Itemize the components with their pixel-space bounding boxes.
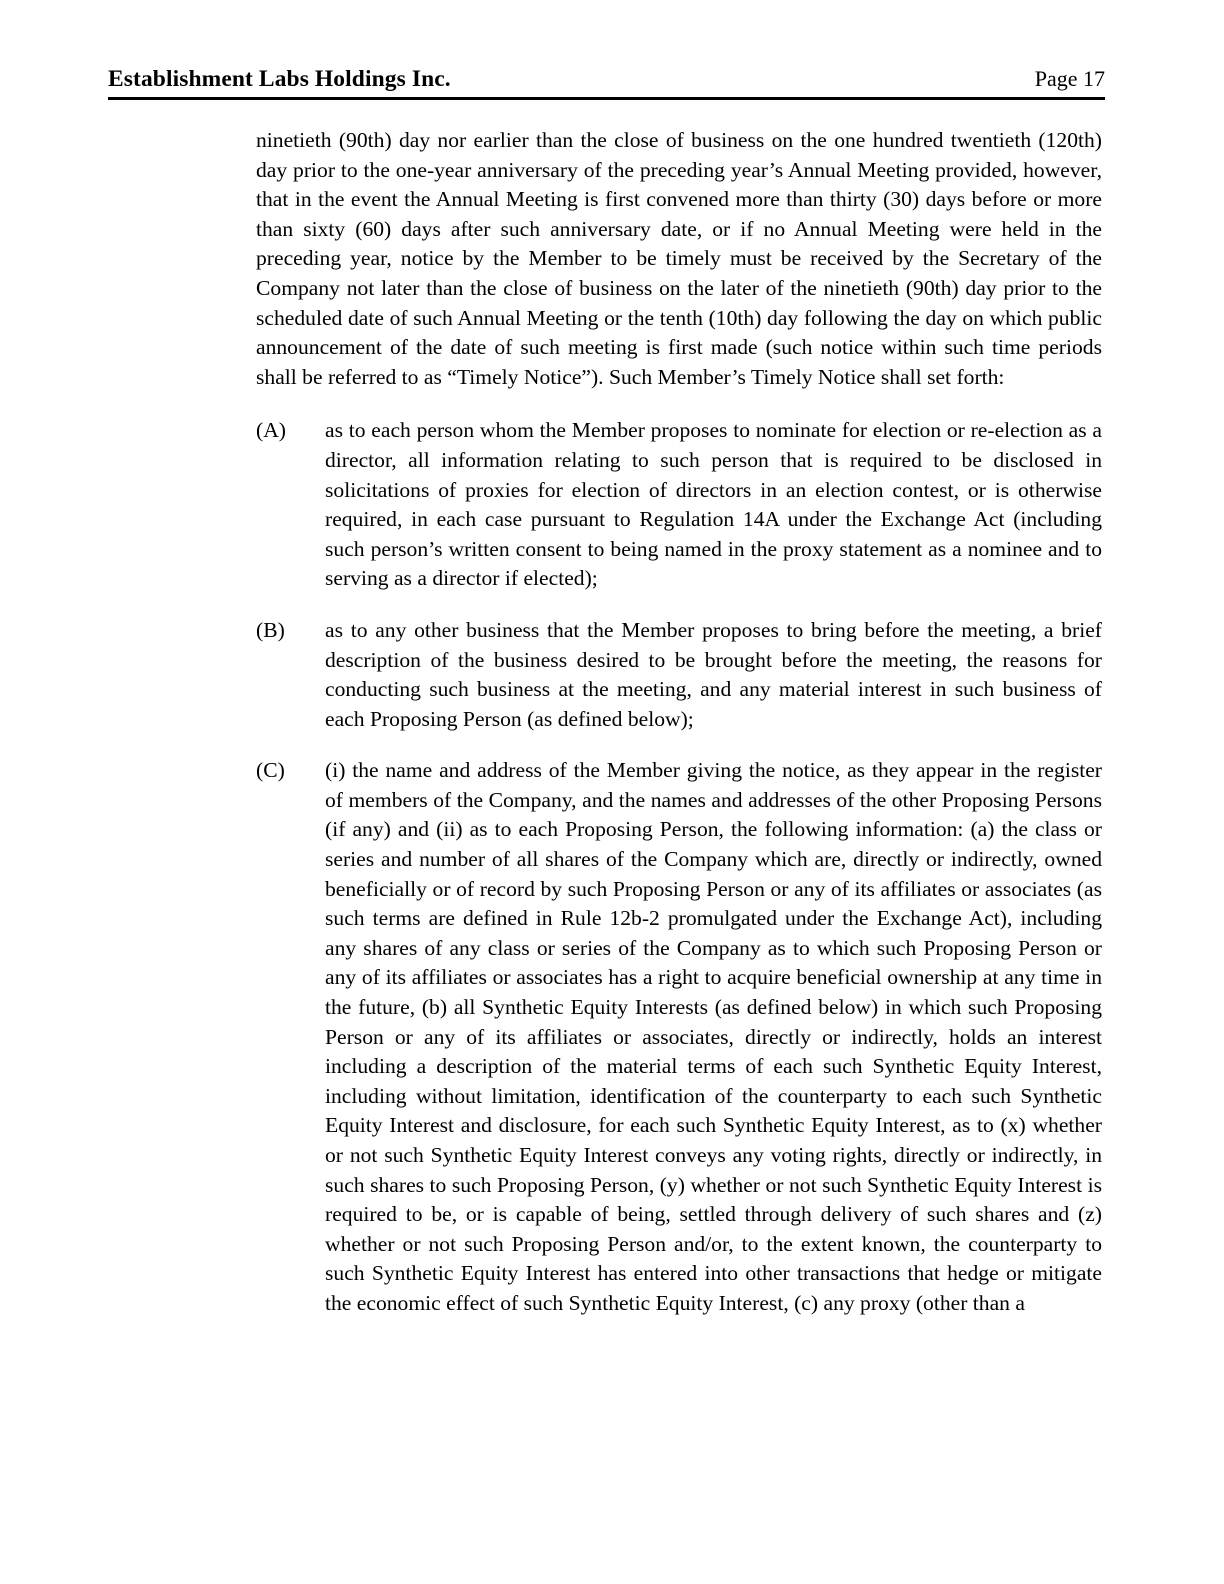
clause-a-marker: (A) bbox=[256, 418, 286, 443]
clause-c-text: (i) the name and address of the Member giving the notice, as they appear in the register of members of the Company, and the names and addresses of the other Proposing Persons (if any) and (ii) as to each Proposing Person, the following information: (a) the class or series and number of all shares of the Company which are, directly or indirectly, owned beneficially or of record by such Proposing Person or any of its affiliates or associates (as such terms are defined in Rule 12b-2 promulgated under the Exchange Act), including any shares of any class or series of the Company as to which such Proposing Person or any of its affiliates or associates has a right to acquire beneficial ownership at any time in the future, (b) all Synthetic Equity Interests (as defined below) in which such Proposing Person or any of its affiliates or associates, directly or indirectly, holds an interest including a description of the material terms of each such Synthetic Equity Interest, including without limitation, identification of the counterparty to each such Synthetic Equity Interest and disclosure, for each such Synthetic Equity Interest, as to (x) whether or not such Synthetic Equity Interest conveys any voting rights, directly or indirectly, in such shares to such Proposing Person, (y) whether or not such Synthetic Equity Interest is required to be, or is capable of being, settled through delivery of such shares and (z) whether or not such Proposing Person and/or, to the extent known, the counterparty to such Synthetic Equity Interest has entered into other transactions that hedge or mitigate the economic effect of such Synthetic Equity Interest, (c) any proxy (other than a bbox=[325, 758, 1102, 1315]
clause-a-text: as to each person whom the Member proposes to nominate for election or re-election as a director, all information relating to such person that is required to be disclosed in solicitations of proxies for election of directors in an election contest, or is otherwise required, in each case pursuant to Regulation 14A under the Exchange Act (including such person’s written consent to being named in the proxy statement as a nominee and to serving as a director if elected); bbox=[325, 418, 1102, 591]
document-title: Establishment Labs Holdings Inc. bbox=[108, 66, 451, 92]
clause-b-text: as to any other business that the Member proposes to bring before the meeting, a brief description of the business desired to be brought before the meeting, the reasons for conducting such business at the meeting, and any material interest in such business of each Proposing Person (as defined below); bbox=[325, 617, 1102, 731]
clause-b-marker: (B) bbox=[256, 617, 285, 642]
clause-c-marker: (C) bbox=[256, 758, 285, 783]
clause-c bbox=[256, 756, 1102, 1318]
clause-b bbox=[256, 616, 1102, 734]
page-number-label: Page 17 bbox=[1034, 66, 1105, 91]
clause-a bbox=[256, 416, 1102, 594]
lead-paragraph: ninetieth (90th) day nor earlier than the close of business on the one hundred twentieth (120th) day prior to the one-year anniversary of the preceding year’s Annual Meeting provided, however, that in the event the Annual Meeting is first convened more than thirty (30) days before or more than sixty (60) days after such anniversary date, or if no Annual Meeting were held in the preceding year, notice by the Member to be timely must be received by the Secretary of the Company not later than the close of business on the later of the ninetieth (90th) day prior to the scheduled date of such Annual Meeting or the tenth (10th) day following the day on which public announcement of the date of such meeting is first made (such notice within such time periods shall be referred to as “Timely Notice”). Such Member’s Timely Notice shall set forth: bbox=[256, 128, 1102, 389]
page-running-header bbox=[108, 66, 1105, 100]
document-body bbox=[256, 126, 1102, 1319]
